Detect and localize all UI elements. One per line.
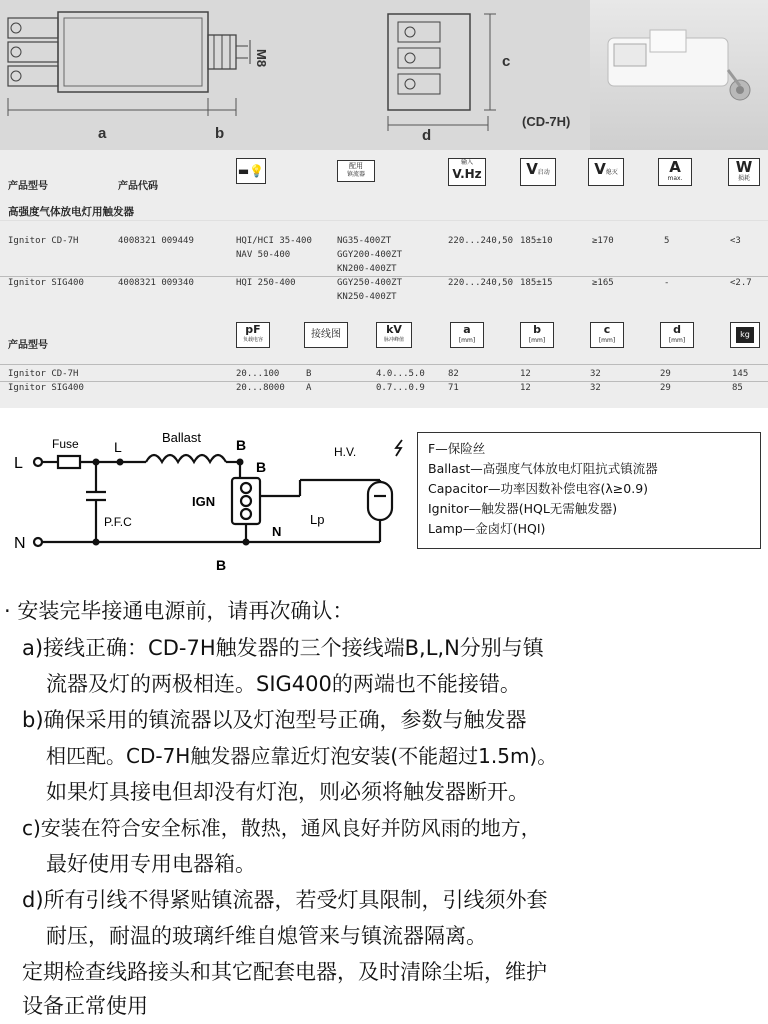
t2-r1-kv: 4.0...5.0 [376,369,425,379]
t1-r1-ballast-1: NG35-400ZT [337,236,392,246]
off-voltage-icon: V熄灭 [588,158,624,186]
legend-lamp: Lamp—金卤灯(HQI) [428,521,546,536]
t1-r2-lamp-1: HQI 250-400 [236,278,296,288]
dim-b-icon: b [mm] [520,322,554,348]
ballast-icon: 配用 镇流器 [337,160,375,182]
model-caption: (CD-7H) [522,114,571,129]
dim-a-label: a [98,125,107,142]
divider [0,220,768,221]
t1-r2-voff: ≥165 [592,278,614,288]
start-voltage-icon: V启动 [520,158,556,186]
fuse-label: Fuse [52,437,79,451]
hv-label: H.V. [334,445,357,459]
t2-r1-weight: 145 [732,369,749,379]
n-node-label: N [272,524,282,539]
t2-r2-b: 12 [520,383,531,393]
t2-r2-pf: 20...8000 [236,383,285,393]
instruction-line: 定期检查线路接头和其它配套电器，及时清除尘垢，维护 [22,960,547,984]
wiring-diagram [0,420,410,580]
l-node-label: L [114,439,122,455]
table1-col-code: 产品代码 [118,181,158,192]
divider [0,276,768,277]
dim-c-label: c [502,53,511,70]
input-voltage-icon: 输入 V.Hz [448,158,486,186]
instruction-line: 耐压，耐温的玻璃纤维自熄管来与镇流器隔离。 [46,924,487,948]
b-terminal-label: B [256,459,267,475]
t2-r2-a: 71 [448,383,459,393]
instruction-heading: · 安装完毕接通电源前，请再次确认： [4,599,354,623]
t2-r2-diagram: A [306,383,312,393]
dim-a-icon: a [mm] [450,322,484,348]
b-node-label: B [236,437,247,453]
t1-r2-vstart: 185±15 [520,278,553,288]
t2-r1-c: 32 [590,369,601,379]
t1-r1-model: Ignitor CD-7H [8,236,79,246]
t1-r1-ballast-3: KN200-400ZT [337,264,397,274]
instruction-line: a)接线正确：CD-7H触发器的三个接线端B,L,N分别与镇 [22,636,544,660]
legend-ignitor: Ignitor—触发器(HQL无需触发器) [428,501,618,516]
t2-r1-diagram: B [306,369,312,379]
t1-r1-lamp-1: HQI/HCI 35-400 [236,236,312,246]
table1-col-model: 产品型号 [8,181,48,192]
t1-r2-ballast-1: GGY250-400ZT [337,278,403,288]
weight-icon: kg [730,322,760,348]
t1-r1-vstart: 185±10 [520,236,553,246]
instruction-line: b)确保采用的镇流器以及灯泡型号正确，参数与触发器 [22,708,527,732]
dim-d-label: d [422,127,432,144]
t2-r2-weight: 85 [732,383,743,393]
dim-c-icon: c [mm] [590,322,624,348]
legend-ballast: Ballast—高强度气体放电灯阻抗式镇流器 [428,461,658,476]
instruction-line: 最好使用专用电器箱。 [46,852,256,876]
dim-b-label: b [215,125,225,142]
instruction-line: c)安装在符合安全标准，散热，通风良好并防风雨的地方， [22,816,541,840]
pulse-voltage-icon: kV 脉冲峰值 [376,322,412,348]
t2-r1-b: 12 [520,369,531,379]
n-terminal-label: N [14,535,26,552]
t1-r1-code: 4008321 009449 [118,236,194,246]
ballast-label: Ballast [162,430,202,445]
instruction-line: d)所有引线不得紧贴镇流器，若受灯具限制，引线须外套 [22,888,548,912]
t2-r1-model: Ignitor CD-7H [8,369,79,379]
pfc-label: P.F.C [104,515,132,529]
t2-r2-c: 32 [590,383,601,393]
lp-label: Lp [310,512,325,527]
t1-r1-amax: 5 [664,236,670,246]
dim-d-icon: d [mm] [660,322,694,348]
instruction-line: 如果灯具接电但却没有灯泡，则必须将触发器断开。 [46,780,529,804]
t1-r1-lamp-2: NAV 50-400 [236,250,291,260]
table2-col-model: 产品型号 [8,340,48,351]
t1-r2-watt: <2.7 [730,278,752,288]
legend-box [417,432,761,549]
section-title: 高强度气体放电灯用触发器 [8,206,134,218]
wiring-diagram-icon: 接线图 [304,322,348,348]
instruction-line: 相匹配。CD-7H触发器应靠近灯泡安装(不能超过1.5m)。 [46,744,558,768]
t1-r2-amax: - [664,278,670,288]
dimension-drawing [0,0,590,150]
m8-label: M8 [254,49,269,68]
t2-r2-model: Ignitor SIG400 [8,383,84,393]
technical-drawing-band [0,0,768,150]
capacitance-icon: pF 负载电容 [236,322,270,348]
t2-r2-d: 29 [660,383,671,393]
power-loss-icon: W 损耗 [728,158,760,186]
specification-tables [0,150,768,408]
legend-fuse: F—保险丝 [428,441,486,456]
instruction-line: 设备正常使用 [22,994,148,1018]
t1-r1-voff: ≥170 [592,236,614,246]
instruction-line: 流器及灯的两极相连。SIG400的两端也不能接错。 [46,672,521,696]
b-bottom-label: B [216,557,227,573]
lamp-icon: ▬💡 [236,158,266,184]
divider [0,381,768,382]
ign-label: IGN [192,494,216,509]
t1-r1-vhz: 220...240,50 [448,236,514,246]
t2-r1-pf: 20...100 [236,369,280,379]
t2-r2-kv: 0.7...0.9 [376,383,425,393]
t1-r2-ballast-2: KN250-400ZT [337,292,397,302]
divider [0,364,768,365]
max-current-icon: A max. [658,158,692,186]
t1-r2-vhz: 220...240,50 [448,278,514,288]
t1-r2-code: 4008321 009340 [118,278,194,288]
legend-capacitor: Capacitor—功率因数补偿电容(λ≥0.9) [428,481,649,496]
t1-r1-watt: <3 [730,236,741,246]
t1-r2-model: Ignitor SIG400 [8,278,84,288]
t2-r1-a: 82 [448,369,459,379]
l-terminal-label: L [14,455,23,472]
t1-r1-ballast-2: GGY200-400ZT [337,250,403,260]
t2-r1-d: 29 [660,369,671,379]
product-photo [590,0,768,150]
